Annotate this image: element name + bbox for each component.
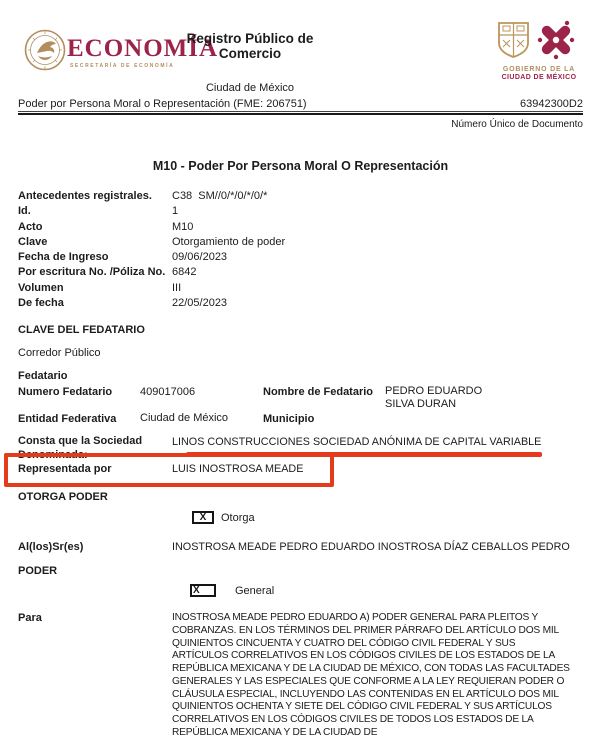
field-value: 1 xyxy=(172,205,179,218)
consta-sociedad-label: Consta que la Sociedad Denominada: xyxy=(18,435,143,461)
general-checkbox xyxy=(190,584,216,597)
field-value: 6842 xyxy=(172,266,197,279)
economia-eagle-seal-icon xyxy=(24,29,66,71)
field-label: Acto xyxy=(18,220,43,233)
field-label: Antecedentes registrales. xyxy=(18,190,152,202)
field-value: Otorgamiento de poder xyxy=(172,235,286,248)
field-value: III xyxy=(172,281,182,294)
header-rule-thick xyxy=(18,113,583,115)
nombre-fedatario-value: PEDRO EDUARDO SILVA DURAN xyxy=(385,385,483,410)
representada-por-value: LUIS INOSTROSA MEADE xyxy=(172,463,304,475)
header-title-block xyxy=(110,31,390,61)
document-type-label: Poder por Persona Moral o Representación (FME: 206751) xyxy=(18,98,307,110)
field-label: Volumen xyxy=(18,281,64,294)
numero-fedatario-value: 409017006 xyxy=(140,386,196,398)
cdmx-x-logo-icon xyxy=(537,20,575,60)
header-city: Ciudad de México xyxy=(205,82,295,94)
field-row xyxy=(18,236,583,251)
nombre-fedatario-label: Nombre de Fedatario xyxy=(263,386,374,398)
form-title: M10 - Poder Por Persona Moral O Representación xyxy=(152,159,449,173)
section-poder: PODER xyxy=(18,565,58,577)
economia-subtitle: SECRETARÍA DE ECONOMÍA xyxy=(70,63,175,69)
entidad-federativa-label: Entidad Federativa xyxy=(18,413,117,425)
entidad-federativa-value: Ciudad de México xyxy=(140,412,229,424)
field-value: 22/05/2023 xyxy=(172,297,228,310)
field-label: Id. xyxy=(18,205,31,218)
field-row xyxy=(18,205,583,220)
fedatario-subheading: Fedatario xyxy=(18,370,68,382)
field-row xyxy=(18,251,583,266)
sres-value: INOSTROSA MEADE PEDRO EDUARDO INOSTROSA DÍAZ CEBALLOS PEDRO xyxy=(172,541,570,553)
registry-fields xyxy=(18,190,583,312)
field-label: Por escritura No. /Póliza No. xyxy=(18,266,166,279)
cdmx-gov-line2: CIUDAD DE MÉXICO xyxy=(501,74,577,81)
field-row xyxy=(18,266,583,281)
sres-label: Al(los)Sr(es) xyxy=(18,541,84,553)
numero-fedatario-label: Numero Fedatario xyxy=(18,386,113,398)
document-number: 63942300D2 xyxy=(519,98,583,110)
document-number-caption: Número Único de Documento xyxy=(451,119,583,130)
representada-por-label: Representada por xyxy=(18,463,112,475)
registry-title-line1: Registro Público de xyxy=(186,31,314,46)
section-clave-fedatario: CLAVE DEL FEDATARIO xyxy=(18,324,145,336)
field-row xyxy=(18,190,583,205)
consta-sociedad-value: LINOS CONSTRUCCIONES SOCIEDAD ANÓNIMA DE CAPITAL VARIABLE xyxy=(172,436,542,448)
otorga-checkbox-label: Otorga xyxy=(221,512,255,524)
field-row xyxy=(18,221,583,236)
economia-wordmark: ECONOMÍA xyxy=(67,35,219,62)
para-label: Para xyxy=(18,612,42,624)
field-value: M10 xyxy=(172,220,194,233)
general-checkbox-label: General xyxy=(235,585,275,597)
field-label: Fecha de Ingreso xyxy=(18,251,109,264)
general-checkbox-mark: X xyxy=(193,585,200,596)
field-value: C38 SM//0/*/0/*/0/* xyxy=(172,190,268,202)
otorga-checkbox xyxy=(192,511,214,524)
header-rule-thin xyxy=(18,111,583,112)
para-value: INOSTROSA MEADE PEDRO EDUARDO A) PODER GENERAL PARA PLEITOS Y COBRANZAS. EN LOS TÉRMINOS DEL PRIMER PÁRRAFO DEL ARTÍCULO DOS MIL QUINIENTOS CINCUENTA Y CUATRO DEL CÓDIGO CIVIL FEDERAL Y SUS ARTÍCULOS CORRELATIVOS EN LOS CÓDIGOS CIVILES DE LOS ESTADOS DE LA REPÚBLICA MEXICANA Y DE LA CIUDAD DE MÉXICO, CON TODAS LAS FACULTADES GENERALES Y LAS ESPECIALES QUE CONFORME A LA LEY REQUIERAN PODER O CLÁUSULA ESPECIAL, INCLUYENDO LAS CONTENIDAS EN EL ARTÍCULO DOS MIL QUINIENTOS OCHENTA Y SIETE DEL CÓDIGO CIVIL FEDERAL Y SUS ARTÍCULOS CORRELATIVOS EN LOS CÓDIGOS CIVILES DE TODOS LOS ESTADOS DE LA REPÚBLICA MEXICANA Y DE LA CIUDAD DE xyxy=(172,612,570,738)
section-otorga-poder: OTORGA PODER xyxy=(18,491,108,503)
field-value: 09/06/2023 xyxy=(172,251,228,264)
cdmx-shield-icon xyxy=(497,21,530,59)
field-label: De fecha xyxy=(18,297,64,310)
red-box-annotation xyxy=(4,453,334,487)
municipio-label: Municipio xyxy=(263,413,315,425)
clave-fedatario-value: Corredor Público xyxy=(18,347,101,359)
cdmx-gov-line1: GOBIERNO DE LA xyxy=(502,66,576,73)
registry-title-line2: Comercio xyxy=(218,46,282,61)
field-row xyxy=(18,297,583,312)
otorga-checkbox-mark: X xyxy=(199,512,207,523)
field-row xyxy=(18,282,583,297)
field-label: Clave xyxy=(18,235,48,248)
